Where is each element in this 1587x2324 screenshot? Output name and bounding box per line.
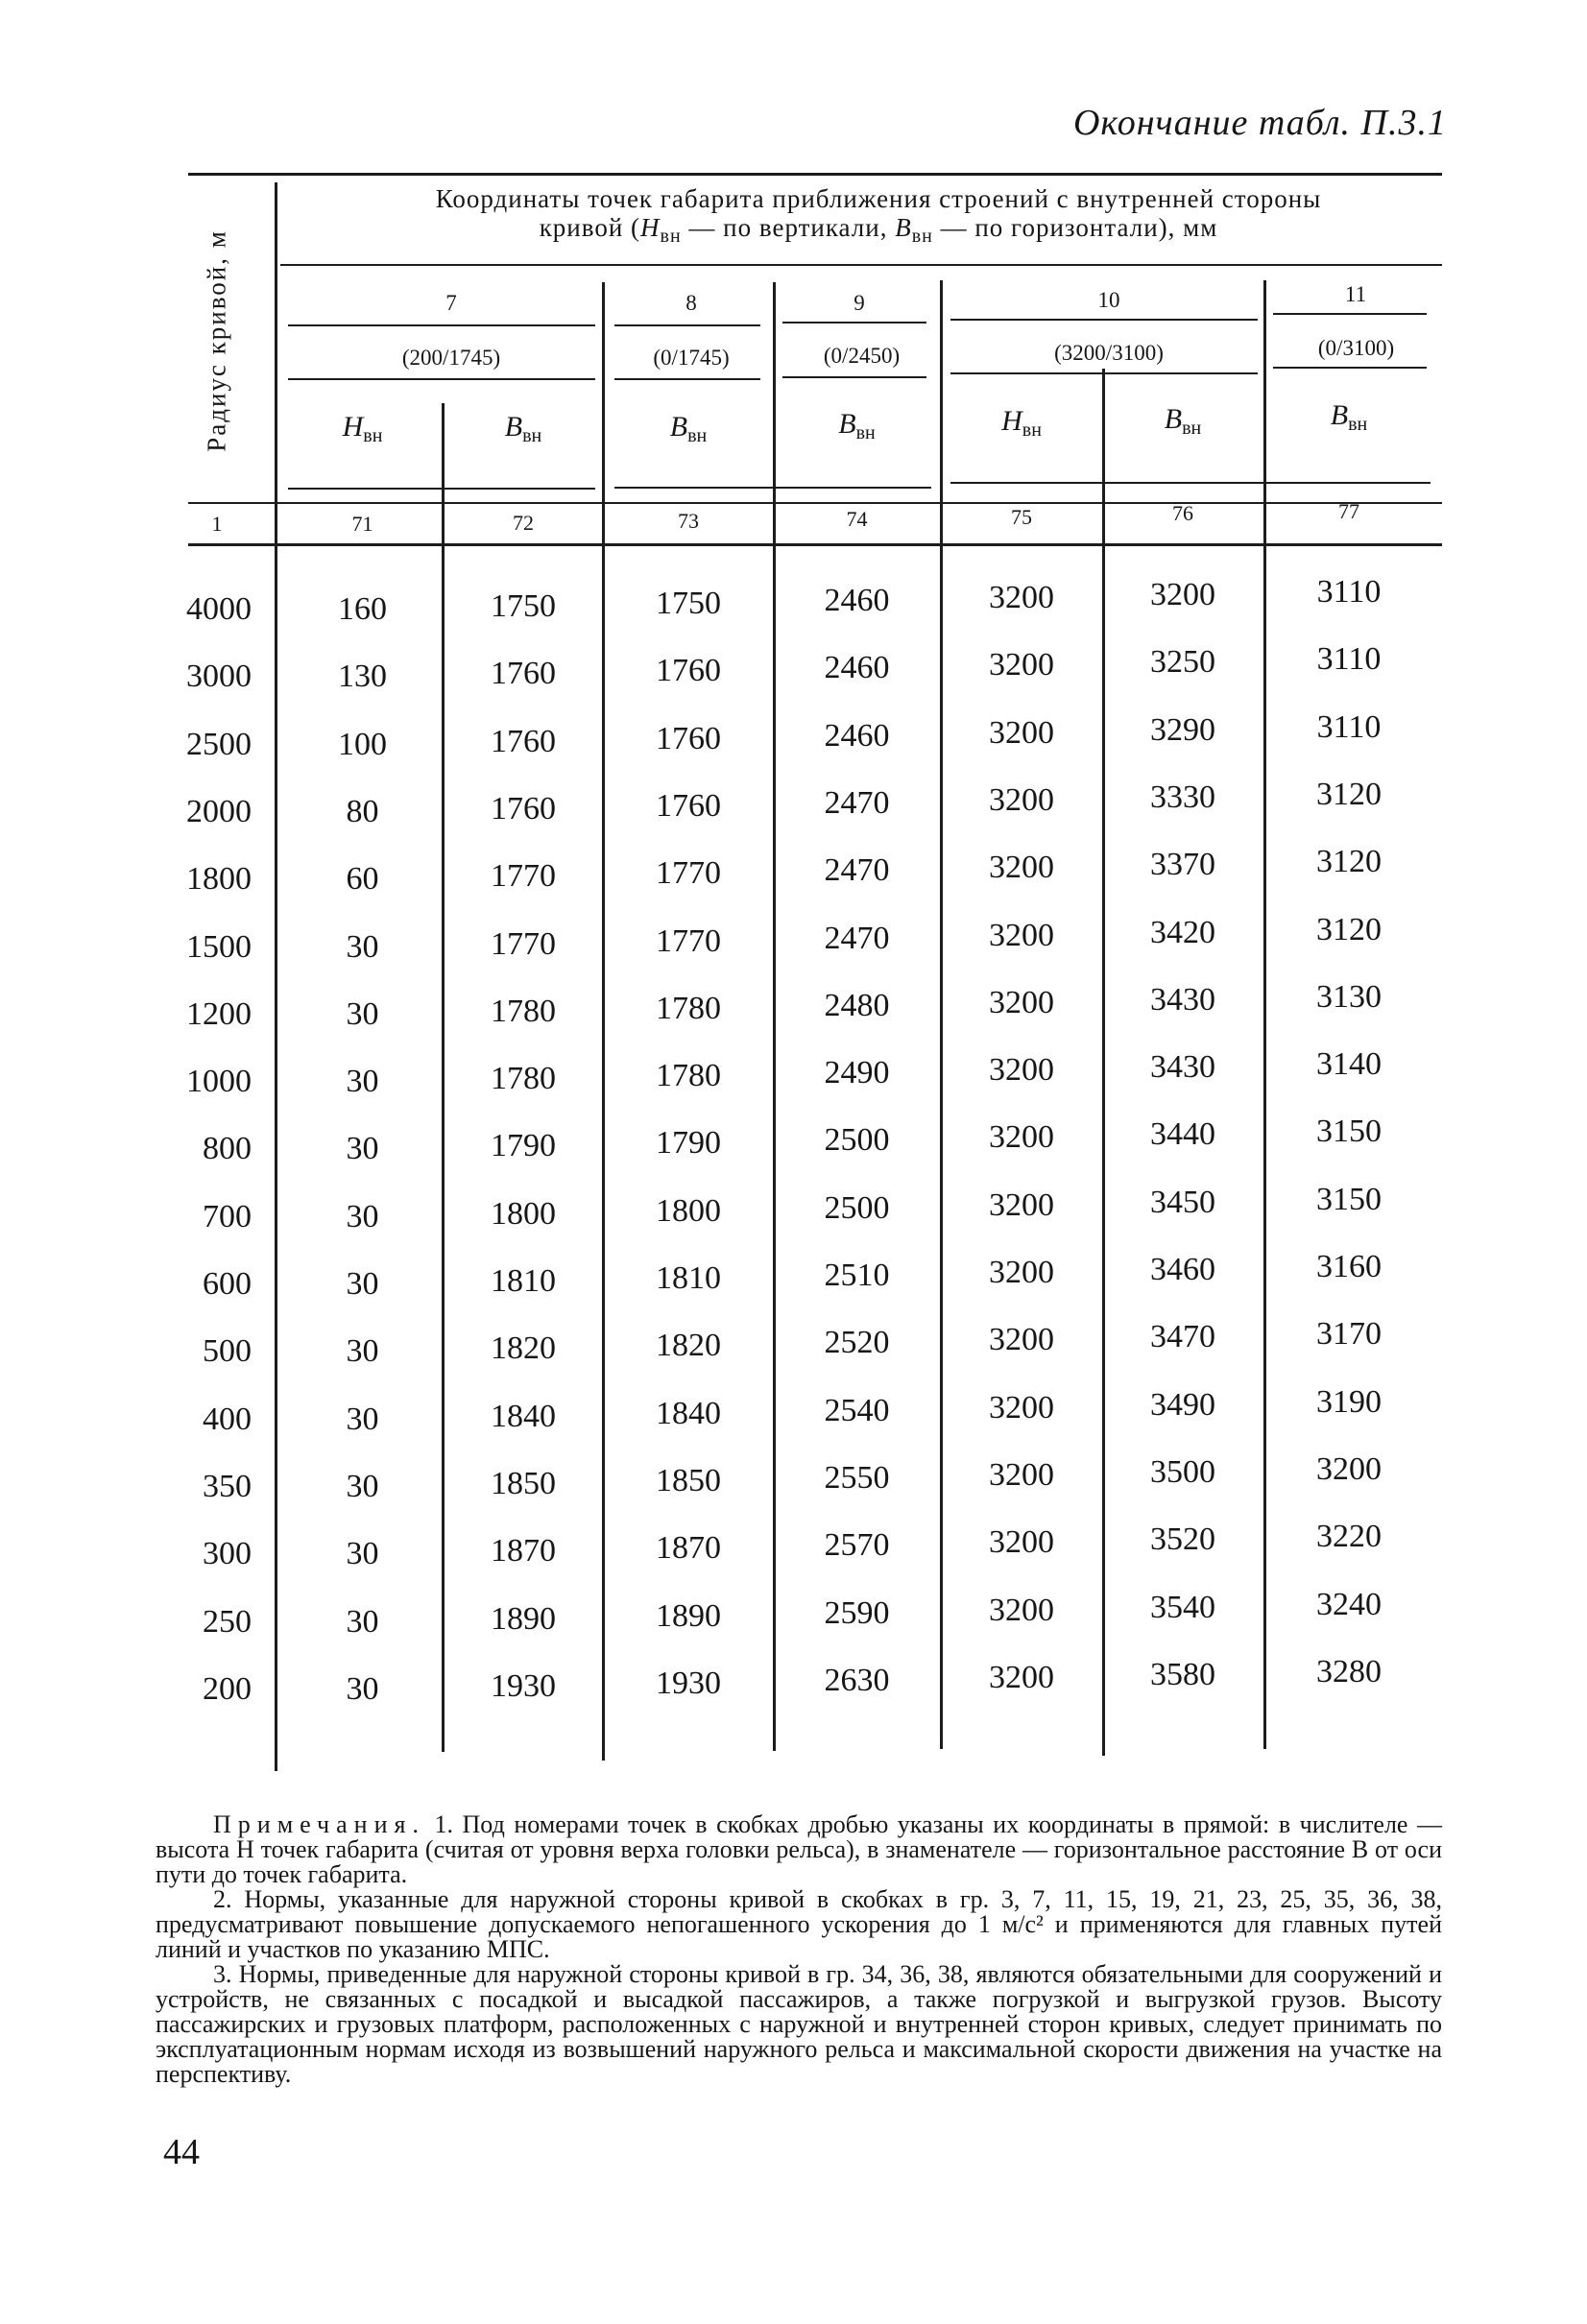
table-cell: 80 [346,794,379,829]
group-11-coordinates: (0/3100) [1317,336,1395,360]
column-number-75: 75 [1011,505,1032,529]
table-cell: 1750 [491,588,556,624]
column-divider-76 [1263,280,1266,1749]
table-cell: 1810 [491,1263,556,1299]
table-cell: 1770 [491,858,556,894]
note-1: Примечания. 1. Под номерами точек в скобках дробью указаны их координаты в прямой: в числителе — высота H точек габарита (считая от уровня верха головки рельса), в знаменателе — горизонтальное расстояние B от оси пути до точек габарита. [156,1810,1443,1888]
table-cell: 1780 [656,1058,721,1093]
group-8-point: 8 [685,291,697,315]
group-10-point: 10 [1097,288,1120,312]
table-cell: 3200 [1316,1451,1382,1487]
table-cell: 1870 [491,1533,556,1569]
caption-line-2: кривой ($H_{вн}$ — по вертикали, $B_{вн}$ — по горизонтали), мм [539,213,1218,247]
table-cell: 30 [346,929,379,965]
table-cell: 3200 [989,647,1054,683]
table-cell: 3540 [1150,1590,1215,1625]
column-number-77: 77 [1338,499,1359,523]
table-cell: 160 [338,591,387,627]
notes-title: Примечания. [213,1810,425,1838]
table-cell: 3430 [1150,1049,1215,1085]
column-head-74: $B_{вн}$ [838,408,876,443]
table-cell: 1770 [656,855,721,891]
column-number-71: 71 [351,512,373,536]
radius-cell: 1500 [186,929,252,965]
group-10-coordinates: (3200/3100) [1054,341,1164,365]
table-cell: 3200 [989,1457,1054,1493]
table-cell: 1930 [491,1668,556,1704]
table-cell: 3420 [1150,915,1215,950]
table-cell: 2500 [824,1190,890,1226]
table-cell: 3470 [1150,1319,1215,1354]
radius-cell: 400 [203,1402,252,1437]
table-cell: 2540 [824,1393,890,1428]
table-cell: 2570 [824,1527,890,1563]
table-cell: 2550 [824,1460,890,1496]
table-cell: 30 [346,1536,379,1571]
table-cell: 3200 [989,1187,1054,1223]
note-3: 3. Нормы, приведенные для наружной стороны кривой в гр. 34, 36, 38, являются обязательными для сооружений и устройств, не связанных с посадкой и высадкой пассажиров, а также погрузкой и выгрузкой грузов. Высоту пассажирских и грузовых платформ, расположенных с наружной и внутренней сторон кривых, следует принимать по эксплуатационным нормам исходя из возвышений наружного рельса и максимальной скорости движения на участке на перспективу. [156,1960,1442,2088]
table-cell: 2630 [824,1663,890,1698]
table-cell: 3200 [989,850,1054,885]
table-cell: 1770 [656,923,721,959]
table-cell: 3200 [989,1524,1054,1560]
column-head-underline-mid [614,487,931,489]
table-cell: 30 [346,1064,379,1099]
table-cell: 3110 [1316,709,1382,745]
table-cell: 3200 [989,715,1054,751]
table-cell: 3250 [1150,644,1215,680]
table-cell: 3520 [1150,1521,1215,1557]
radius-cell: 500 [203,1333,252,1369]
column-head-underline-left [288,488,595,490]
table-cell: 1840 [491,1399,556,1434]
radius-cell: 1800 [186,861,252,897]
table-cell: 2480 [824,988,890,1023]
table-cell: 3110 [1316,641,1382,677]
group-11-point: 11 [1344,282,1367,306]
table-cell: 30 [346,1333,379,1369]
group-7-coordinates-underline [288,378,595,380]
table-cell: 1790 [656,1125,721,1161]
table-cell: 1780 [491,1061,556,1096]
group-7-point: 7 [445,291,457,315]
group-10-coordinates-underline [950,372,1258,374]
table-cell: 2460 [824,583,890,618]
column-number-73: 73 [678,509,699,533]
column-head-75: $H_{вн}$ [1001,405,1042,441]
table-cell: 1800 [656,1193,721,1229]
table-cell: 2460 [824,650,890,685]
group-11-point-underline [1273,313,1427,315]
table-cell: 1790 [491,1128,556,1163]
radius-cell: 2000 [186,794,252,829]
table-cell: 2590 [824,1595,890,1631]
table-cell: 3130 [1316,979,1382,1015]
table-cell: 1780 [656,991,721,1026]
table-cell: 30 [346,1131,379,1166]
table-cell: 2520 [824,1325,890,1360]
table-cell: 1800 [491,1196,556,1232]
radius-header: Радиус кривой, м [202,229,231,452]
table-cell: 3200 [989,580,1054,615]
radius-cell: 700 [203,1199,252,1234]
table-cell: 30 [346,1199,379,1234]
table-cell: 1760 [656,653,721,688]
caption-underline [280,264,1442,266]
table-caption [326,184,1431,251]
table-cell: 3440 [1150,1116,1215,1152]
column-divider-74 [940,280,943,1749]
table-cell: 3280 [1316,1654,1382,1689]
table-cell: 100 [338,727,387,762]
table-cell: 2470 [824,921,890,956]
table-cell: 2470 [824,785,890,821]
table-cell: 2490 [824,1055,890,1090]
group-11-coordinates-underline [1273,367,1427,369]
column-number-rule [188,543,1442,546]
table-cell: 3140 [1316,1046,1382,1082]
table-cell: 3200 [989,782,1054,818]
column-number-76: 76 [1172,501,1193,525]
table-cell: 1760 [491,724,556,759]
column-number-1: 1 [211,512,223,536]
table-cell: 3200 [989,1322,1054,1357]
radius-cell: 250 [203,1604,252,1640]
running-head: Окончание табл. П.3.1 [1072,103,1447,143]
radius-cell: 300 [203,1536,252,1571]
radius-cell: 350 [203,1469,252,1504]
table-cell: 1870 [656,1530,721,1566]
table-cell: 2460 [824,718,890,754]
table-cell: 3330 [1150,779,1215,815]
table-cell: 30 [346,1402,379,1437]
table-cell: 1850 [491,1466,556,1501]
group-7-point-underline [288,324,595,326]
group-8-point-underline [614,324,760,326]
table-cell: 3120 [1316,844,1382,879]
column-divider-75 [1102,369,1105,1756]
radius-cell: 600 [203,1266,252,1302]
group-9-coordinates-underline [782,376,926,378]
table-cell: 3200 [989,1052,1054,1088]
table-cell: 1840 [656,1396,721,1431]
table-cell: 30 [346,1671,379,1707]
table-cell: 3150 [1316,1114,1382,1149]
table-cell: 3200 [989,1390,1054,1426]
radius-cell: 4000 [186,591,252,627]
table-cell: 3460 [1150,1252,1215,1287]
table-cell: 2470 [824,852,890,888]
table-cell: 3450 [1150,1185,1215,1220]
table-cell: 1890 [491,1601,556,1637]
group-8-coordinates: (0/1745) [653,346,730,370]
group-10-point-underline [950,319,1258,321]
table-cell: 3170 [1316,1316,1382,1352]
table-cell: 3120 [1316,777,1382,812]
table-cell: 3200 [989,1593,1054,1628]
table-cell: 1760 [656,788,721,824]
caption-line-1: Координаты точек габарита приближения строений с внутренней стороны [435,184,1322,213]
table-cell: 3430 [1150,982,1215,1018]
table-cell: 3200 [989,985,1054,1020]
table-cell: 3370 [1150,847,1215,882]
table-cell: 1930 [656,1665,721,1701]
radius-cell: 2500 [186,727,252,762]
group-9-coordinates: (0/2450) [823,344,901,368]
table-top-rule [188,173,1442,176]
notes [156,1812,1442,2087]
radius-cell: 200 [203,1671,252,1707]
radius-cell: 1000 [186,1064,252,1099]
table-cell: 1850 [656,1463,721,1498]
column-number-74: 74 [846,507,868,531]
table-cell: 3240 [1316,1587,1382,1622]
column-head-77: $B_{вн}$ [1330,399,1368,435]
table-cell: 1760 [491,791,556,827]
group-8-coordinates-underline [614,378,760,380]
radius-cell: 3000 [186,659,252,694]
column-head-72: $B_{вн}$ [504,411,542,446]
table-cell: 2510 [824,1258,890,1293]
table-cell: 1820 [656,1328,721,1363]
table-cell: 1890 [656,1598,721,1634]
table-cell: 3500 [1150,1454,1215,1490]
table-cell: 1810 [656,1260,721,1296]
table-cell: 30 [346,1604,379,1640]
table-cell: 1770 [491,926,556,962]
column-divider-73 [773,282,776,1751]
column-head-73: $B_{вн}$ [669,411,708,446]
table-cell: 3490 [1150,1387,1215,1423]
group-7-coordinates: (200/1745) [401,346,501,370]
table-cell: 3200 [989,918,1054,953]
table-cell: 3580 [1150,1657,1215,1692]
column-head-underline-right [950,482,1431,484]
group-9-point-underline [782,322,926,323]
column-divider-72 [602,282,605,1761]
table-cell: 3220 [1316,1519,1382,1554]
table-cell: 2500 [824,1122,890,1158]
page-number: 44 [163,2132,200,2172]
table-cell: 30 [346,1469,379,1504]
note-2: 2. Нормы, указанные для наружной стороны кривой в скобках в гр. 3, 7, 11, 15, 19, 21, 23, 25, 35, 36, 38, предусматривают повышение допускаемого непогашенного ускорения до 1 м/с² и применяются для главных путей линий и участков по указанию МПС. [156,1885,1442,1963]
column-head-76: $B_{вн}$ [1164,403,1202,439]
table-cell: 1820 [491,1330,556,1366]
table-cell: 3200 [1150,577,1215,612]
table-cell: 1750 [656,586,721,621]
table-cell: 1760 [656,721,721,756]
table-cell: 30 [346,1266,379,1302]
table-cell: 3190 [1316,1384,1382,1420]
table-cell: 3160 [1316,1249,1382,1284]
column-head-71: $H_{вн}$ [342,411,383,446]
group-9-point: 9 [854,291,865,315]
table-cell: 130 [338,659,387,694]
table-cell: 3150 [1316,1182,1382,1217]
column-number-72: 72 [513,511,534,535]
column-divider-71 [442,403,445,1752]
table-cell: 3200 [989,1255,1054,1290]
table-cell: 1760 [491,656,556,691]
table-cell: 3120 [1316,912,1382,947]
radius-cell: 1200 [186,996,252,1032]
table-cell: 30 [346,996,379,1032]
table-cell: 3290 [1150,712,1215,748]
table-cell: 3110 [1316,574,1382,610]
radius-cell: 800 [203,1131,252,1166]
table-cell: 3200 [989,1660,1054,1695]
table-cell: 3200 [989,1119,1054,1155]
column-divider-radius [275,182,277,1771]
table-cell: 1780 [491,994,556,1029]
table-cell: 60 [346,861,379,897]
